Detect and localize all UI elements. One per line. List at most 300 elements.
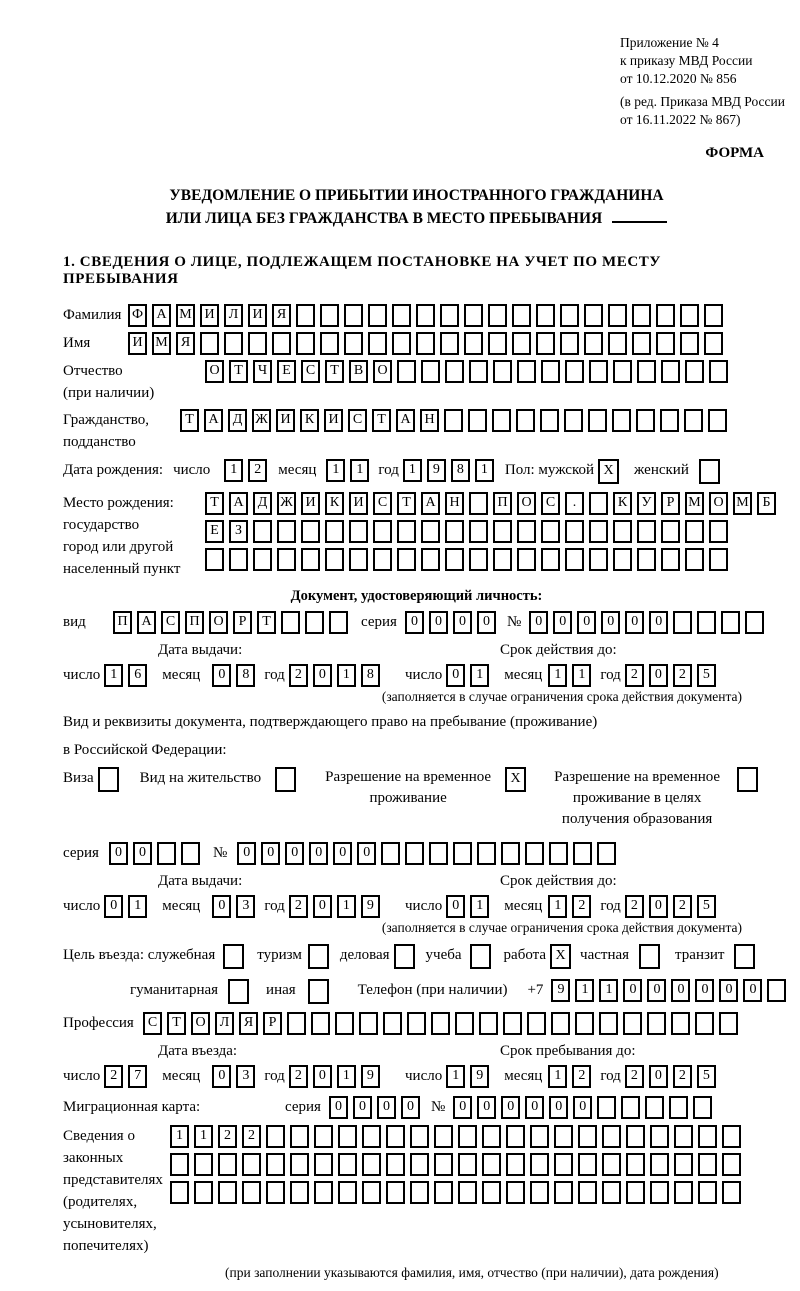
doc-issue-year-cells[interactable] (289, 664, 385, 687)
form-cell[interactable] (685, 360, 704, 383)
form-cell[interactable]: 2 (104, 1065, 123, 1088)
form-cell[interactable]: А (229, 492, 248, 515)
permit-valid-month-cells[interactable] (548, 895, 596, 918)
form-cell[interactable]: 2 (625, 664, 644, 687)
form-cell[interactable] (693, 1096, 712, 1119)
form-cell[interactable] (608, 332, 627, 355)
form-cell[interactable] (266, 1181, 285, 1204)
form-cell[interactable] (338, 1125, 357, 1148)
permit-issue-year-cells[interactable] (289, 895, 385, 918)
study-checkbox[interactable] (470, 944, 496, 969)
form-cell[interactable]: 0 (401, 1096, 420, 1119)
form-cell[interactable]: 0 (695, 979, 714, 1002)
form-cell[interactable] (697, 611, 716, 634)
form-cell[interactable] (359, 1012, 378, 1035)
form-cell[interactable] (626, 1153, 645, 1176)
form-cell[interactable] (698, 1125, 717, 1148)
form-cell[interactable] (626, 1181, 645, 1204)
form-cell[interactable] (477, 842, 496, 865)
form-cell[interactable] (503, 1012, 522, 1035)
form-cell[interactable]: 1 (326, 459, 345, 482)
form-cell[interactable] (698, 1181, 717, 1204)
residence-permit-checkbox[interactable] (275, 767, 301, 792)
permit-number-cells[interactable] (237, 842, 621, 865)
form-cell[interactable]: 3 (236, 895, 255, 918)
form-cell[interactable] (564, 409, 583, 432)
form-cell[interactable]: 2 (289, 1065, 308, 1088)
form-cell[interactable] (650, 1181, 669, 1204)
form-cell[interactable]: 1 (548, 1065, 567, 1088)
form-cell[interactable] (536, 332, 555, 355)
form-cell[interactable] (565, 520, 584, 543)
form-cell[interactable]: 0 (577, 611, 596, 634)
form-cell[interactable] (386, 1153, 405, 1176)
form-cell[interactable]: 1 (446, 1065, 465, 1088)
form-cell[interactable]: 5 (697, 664, 716, 687)
form-cell[interactable] (704, 332, 723, 355)
form-cell[interactable] (308, 944, 329, 969)
form-cell[interactable] (767, 979, 786, 1002)
form-cell[interactable] (242, 1181, 261, 1204)
citizenship-cells[interactable] (180, 409, 732, 432)
doc-kind-cells[interactable] (113, 611, 353, 634)
form-cell[interactable] (362, 1153, 381, 1176)
form-cell[interactable] (632, 304, 651, 327)
form-cell[interactable] (636, 409, 655, 432)
form-cell[interactable]: П (185, 611, 204, 634)
form-cell[interactable] (392, 332, 411, 355)
form-cell[interactable] (492, 409, 511, 432)
form-cell[interactable]: 2 (289, 895, 308, 918)
form-cell[interactable] (734, 944, 755, 969)
form-cell[interactable] (373, 520, 392, 543)
form-cell[interactable] (224, 332, 243, 355)
form-cell[interactable] (482, 1181, 501, 1204)
form-cell[interactable]: Л (215, 1012, 234, 1035)
form-cell[interactable] (421, 360, 440, 383)
form-cell[interactable] (721, 611, 740, 634)
doc-valid-month-cells[interactable] (548, 664, 596, 687)
form-cell[interactable]: Д (228, 409, 247, 432)
form-cell[interactable]: 0 (333, 842, 352, 865)
form-cell[interactable] (488, 304, 507, 327)
form-cell[interactable] (575, 1012, 594, 1035)
form-cell[interactable]: М (176, 304, 195, 327)
form-cell[interactable] (386, 1125, 405, 1148)
form-cell[interactable]: 8 (361, 664, 380, 687)
form-cell[interactable] (541, 360, 560, 383)
form-cell[interactable]: 2 (289, 664, 308, 687)
form-cell[interactable] (525, 842, 544, 865)
form-cell[interactable]: 0 (212, 895, 231, 918)
form-cell[interactable]: 0 (109, 842, 128, 865)
form-cell[interactable]: 0 (525, 1096, 544, 1119)
form-cell[interactable]: 0 (429, 611, 448, 634)
form-cell[interactable]: П (113, 611, 132, 634)
form-cell[interactable] (554, 1125, 573, 1148)
form-cell[interactable] (281, 611, 300, 634)
form-cell[interactable]: 0 (446, 895, 465, 918)
form-cell[interactable]: 2 (572, 1065, 591, 1088)
transit-checkbox[interactable] (734, 944, 760, 969)
form-cell[interactable] (266, 1125, 285, 1148)
form-cell[interactable] (549, 842, 568, 865)
birth-year-cells[interactable] (403, 459, 499, 482)
form-cell[interactable] (373, 548, 392, 571)
form-cell[interactable]: 5 (697, 895, 716, 918)
form-cell[interactable] (445, 548, 464, 571)
form-cell[interactable] (704, 304, 723, 327)
mig-series-cells[interactable] (329, 1096, 425, 1119)
form-cell[interactable] (407, 1012, 426, 1035)
form-cell[interactable]: 0 (357, 842, 376, 865)
form-cell[interactable] (218, 1181, 237, 1204)
form-cell[interactable]: О (191, 1012, 210, 1035)
form-cell[interactable]: 7 (128, 1065, 147, 1088)
entry-year-cells[interactable] (289, 1065, 385, 1088)
form-cell[interactable]: М (685, 492, 704, 515)
form-cell[interactable] (536, 304, 555, 327)
form-cell[interactable] (296, 304, 315, 327)
stay-day-cells[interactable] (446, 1065, 494, 1088)
form-cell[interactable] (228, 979, 249, 1004)
form-cell[interactable]: 2 (673, 895, 692, 918)
form-cell[interactable] (541, 548, 560, 571)
form-cell[interactable]: С (301, 360, 320, 383)
form-cell[interactable] (613, 360, 632, 383)
form-cell[interactable]: 9 (361, 895, 380, 918)
form-cell[interactable] (540, 409, 559, 432)
form-cell[interactable]: 2 (673, 1065, 692, 1088)
stay-year-cells[interactable] (625, 1065, 721, 1088)
form-cell[interactable] (517, 360, 536, 383)
form-cell[interactable]: 1 (194, 1125, 213, 1148)
form-cell[interactable]: 1 (548, 895, 567, 918)
form-cell[interactable] (597, 1096, 616, 1119)
form-cell[interactable]: 0 (601, 611, 620, 634)
form-cell[interactable] (493, 360, 512, 383)
form-cell[interactable]: 1 (572, 664, 591, 687)
form-cell[interactable] (745, 611, 764, 634)
form-cell[interactable]: 0 (529, 611, 548, 634)
form-cell[interactable] (674, 1181, 693, 1204)
form-cell[interactable] (488, 332, 507, 355)
form-cell[interactable] (194, 1181, 213, 1204)
form-cell[interactable]: И (276, 409, 295, 432)
form-cell[interactable] (386, 1181, 405, 1204)
form-cell[interactable] (695, 1012, 714, 1035)
representatives-row3-cells[interactable] (170, 1181, 746, 1204)
form-cell[interactable] (410, 1181, 429, 1204)
form-cell[interactable]: 0 (477, 1096, 496, 1119)
form-cell[interactable]: 0 (133, 842, 152, 865)
birthplace-row2-cells[interactable] (205, 520, 781, 543)
form-cell[interactable] (699, 459, 720, 484)
form-cell[interactable] (493, 548, 512, 571)
form-cell[interactable]: Т (229, 360, 248, 383)
form-cell[interactable] (650, 1153, 669, 1176)
form-cell[interactable] (602, 1153, 621, 1176)
form-cell[interactable]: 0 (453, 611, 472, 634)
form-cell[interactable]: 1 (128, 895, 147, 918)
form-cell[interactable]: 0 (649, 664, 668, 687)
form-cell[interactable] (722, 1153, 741, 1176)
form-cell[interactable]: Я (239, 1012, 258, 1035)
form-cell[interactable]: 2 (218, 1125, 237, 1148)
form-cell[interactable] (565, 548, 584, 571)
form-cell[interactable] (589, 360, 608, 383)
form-cell[interactable]: Ф (128, 304, 147, 327)
form-cell[interactable]: 0 (212, 1065, 231, 1088)
form-cell[interactable]: З (229, 520, 248, 543)
form-cell[interactable] (708, 409, 727, 432)
permit-issue-day-cells[interactable] (104, 895, 152, 918)
form-cell[interactable] (453, 842, 472, 865)
form-cell[interactable] (397, 360, 416, 383)
form-cell[interactable] (296, 332, 315, 355)
form-cell[interactable] (416, 304, 435, 327)
form-cell[interactable] (512, 304, 531, 327)
form-cell[interactable]: К (325, 492, 344, 515)
form-cell[interactable] (602, 1125, 621, 1148)
form-cell[interactable] (589, 548, 608, 571)
form-cell[interactable] (405, 842, 424, 865)
form-cell[interactable]: Н (420, 409, 439, 432)
humanitarian-checkbox[interactable] (228, 979, 254, 1004)
form-cell[interactable] (440, 304, 459, 327)
form-cell[interactable]: 1 (337, 664, 356, 687)
form-cell[interactable] (464, 332, 483, 355)
form-cell[interactable] (506, 1181, 525, 1204)
form-cell[interactable]: О (209, 611, 228, 634)
form-cell[interactable] (660, 409, 679, 432)
form-cell[interactable]: И (200, 304, 219, 327)
form-cell[interactable]: Ж (277, 492, 296, 515)
form-cell[interactable] (325, 548, 344, 571)
form-cell[interactable]: X (550, 944, 571, 969)
form-cell[interactable] (464, 304, 483, 327)
form-cell[interactable] (565, 360, 584, 383)
doc-number-cells[interactable] (529, 611, 769, 634)
form-cell[interactable] (397, 548, 416, 571)
form-cell[interactable] (314, 1153, 333, 1176)
form-cell[interactable]: О (205, 360, 224, 383)
temp-residence-checkbox[interactable] (505, 767, 531, 792)
form-cell[interactable] (560, 304, 579, 327)
form-cell[interactable] (272, 332, 291, 355)
form-cell[interactable] (362, 1181, 381, 1204)
form-cell[interactable]: 1 (475, 459, 494, 482)
form-cell[interactable] (349, 520, 368, 543)
form-cell[interactable]: У (637, 492, 656, 515)
form-cell[interactable]: 1 (350, 459, 369, 482)
form-cell[interactable] (602, 1181, 621, 1204)
form-cell[interactable] (656, 332, 675, 355)
form-cell[interactable]: 9 (427, 459, 446, 482)
temp-residence-edu-checkbox[interactable] (737, 767, 763, 792)
form-cell[interactable]: М (733, 492, 752, 515)
patronymic-cells[interactable] (205, 360, 733, 383)
form-cell[interactable] (685, 548, 704, 571)
form-cell[interactable] (722, 1125, 741, 1148)
form-cell[interactable]: 0 (329, 1096, 348, 1119)
form-cell[interactable] (218, 1153, 237, 1176)
form-cell[interactable] (554, 1181, 573, 1204)
form-cell[interactable] (469, 492, 488, 515)
form-cell[interactable] (181, 842, 200, 865)
form-cell[interactable] (722, 1181, 741, 1204)
form-cell[interactable] (410, 1125, 429, 1148)
form-cell[interactable]: 1 (337, 895, 356, 918)
other-checkbox[interactable] (308, 979, 334, 1004)
form-cell[interactable] (368, 332, 387, 355)
form-cell[interactable]: С (161, 611, 180, 634)
form-cell[interactable] (368, 304, 387, 327)
form-cell[interactable]: 0 (623, 979, 642, 1002)
form-cell[interactable] (200, 332, 219, 355)
form-cell[interactable]: 0 (649, 1065, 668, 1088)
form-cell[interactable] (381, 842, 400, 865)
form-cell[interactable] (329, 611, 348, 634)
tourism-checkbox[interactable] (308, 944, 334, 969)
form-cell[interactable]: С (541, 492, 560, 515)
form-cell[interactable] (527, 1012, 546, 1035)
form-cell[interactable]: 1 (403, 459, 422, 482)
form-cell[interactable] (458, 1181, 477, 1204)
form-cell[interactable] (392, 304, 411, 327)
form-cell[interactable] (698, 1153, 717, 1176)
form-cell[interactable] (501, 842, 520, 865)
form-cell[interactable] (275, 767, 296, 792)
birth-month-cells[interactable] (326, 459, 374, 482)
form-cell[interactable]: 1 (548, 664, 567, 687)
form-cell[interactable] (308, 979, 329, 1004)
form-cell[interactable] (685, 520, 704, 543)
form-cell[interactable] (253, 548, 272, 571)
form-cell[interactable]: 0 (237, 842, 256, 865)
form-cell[interactable] (253, 520, 272, 543)
form-cell[interactable] (608, 304, 627, 327)
form-cell[interactable] (338, 1181, 357, 1204)
official-checkbox[interactable] (223, 944, 249, 969)
form-cell[interactable]: А (137, 611, 156, 634)
form-cell[interactable] (506, 1125, 525, 1148)
form-cell[interactable]: 1 (224, 459, 243, 482)
form-cell[interactable] (626, 1125, 645, 1148)
form-cell[interactable] (277, 548, 296, 571)
form-cell[interactable] (242, 1153, 261, 1176)
form-cell[interactable]: 2 (242, 1125, 261, 1148)
form-cell[interactable]: 0 (553, 611, 572, 634)
permit-issue-month-cells[interactable] (212, 895, 260, 918)
form-cell[interactable]: 0 (405, 611, 424, 634)
form-cell[interactable] (684, 409, 703, 432)
form-cell[interactable] (314, 1181, 333, 1204)
form-cell[interactable]: 0 (313, 895, 332, 918)
form-cell[interactable]: Е (205, 520, 224, 543)
form-cell[interactable]: X (505, 767, 526, 792)
form-cell[interactable] (621, 1096, 640, 1119)
form-cell[interactable] (560, 332, 579, 355)
sex-male-checkbox[interactable] (598, 459, 624, 484)
form-cell[interactable]: 0 (313, 664, 332, 687)
form-cell[interactable]: 2 (625, 1065, 644, 1088)
form-cell[interactable] (469, 548, 488, 571)
form-cell[interactable]: А (396, 409, 415, 432)
form-cell[interactable]: И (301, 492, 320, 515)
form-cell[interactable] (637, 520, 656, 543)
form-cell[interactable] (440, 332, 459, 355)
sex-female-checkbox[interactable] (699, 459, 725, 484)
form-cell[interactable]: С (373, 492, 392, 515)
permit-series-cells[interactable] (109, 842, 205, 865)
form-cell[interactable] (650, 1125, 669, 1148)
form-cell[interactable] (431, 1012, 450, 1035)
form-cell[interactable] (394, 944, 415, 969)
form-cell[interactable] (669, 1096, 688, 1119)
form-cell[interactable] (344, 332, 363, 355)
form-cell[interactable] (314, 1125, 333, 1148)
form-cell[interactable] (458, 1125, 477, 1148)
form-cell[interactable] (512, 332, 531, 355)
visa-checkbox[interactable] (98, 767, 124, 792)
form-cell[interactable]: 0 (453, 1096, 472, 1119)
form-cell[interactable] (645, 1096, 664, 1119)
form-cell[interactable]: Т (257, 611, 276, 634)
form-cell[interactable] (613, 520, 632, 543)
form-cell[interactable]: 0 (649, 611, 668, 634)
doc-valid-day-cells[interactable] (446, 664, 494, 687)
form-cell[interactable]: 3 (236, 1065, 255, 1088)
form-cell[interactable] (578, 1153, 597, 1176)
form-cell[interactable]: 1 (575, 979, 594, 1002)
form-cell[interactable] (612, 409, 631, 432)
form-cell[interactable] (573, 842, 592, 865)
form-cell[interactable] (248, 332, 267, 355)
form-cell[interactable]: 1 (470, 895, 489, 918)
form-cell[interactable]: Т (180, 409, 199, 432)
form-cell[interactable]: 0 (477, 611, 496, 634)
form-cell[interactable]: Л (224, 304, 243, 327)
form-cell[interactable] (290, 1153, 309, 1176)
form-cell[interactable]: 9 (470, 1065, 489, 1088)
form-cell[interactable] (434, 1125, 453, 1148)
form-cell[interactable] (469, 360, 488, 383)
entry-month-cells[interactable] (212, 1065, 260, 1088)
form-cell[interactable] (482, 1153, 501, 1176)
profession-cells[interactable] (143, 1012, 743, 1035)
doc-valid-year-cells[interactable] (625, 664, 721, 687)
form-cell[interactable] (680, 332, 699, 355)
form-cell[interactable] (469, 520, 488, 543)
form-cell[interactable] (445, 520, 464, 543)
form-cell[interactable] (530, 1153, 549, 1176)
form-cell[interactable] (397, 520, 416, 543)
form-cell[interactable]: О (373, 360, 392, 383)
form-cell[interactable] (383, 1012, 402, 1035)
form-cell[interactable] (530, 1125, 549, 1148)
form-cell[interactable] (656, 304, 675, 327)
doc-issue-day-cells[interactable] (104, 664, 152, 687)
form-cell[interactable] (674, 1153, 693, 1176)
form-cell[interactable] (584, 304, 603, 327)
form-cell[interactable] (416, 332, 435, 355)
form-cell[interactable]: В (349, 360, 368, 383)
form-cell[interactable] (482, 1125, 501, 1148)
form-cell[interactable]: И (324, 409, 343, 432)
form-cell[interactable]: 1 (104, 664, 123, 687)
form-cell[interactable] (680, 304, 699, 327)
